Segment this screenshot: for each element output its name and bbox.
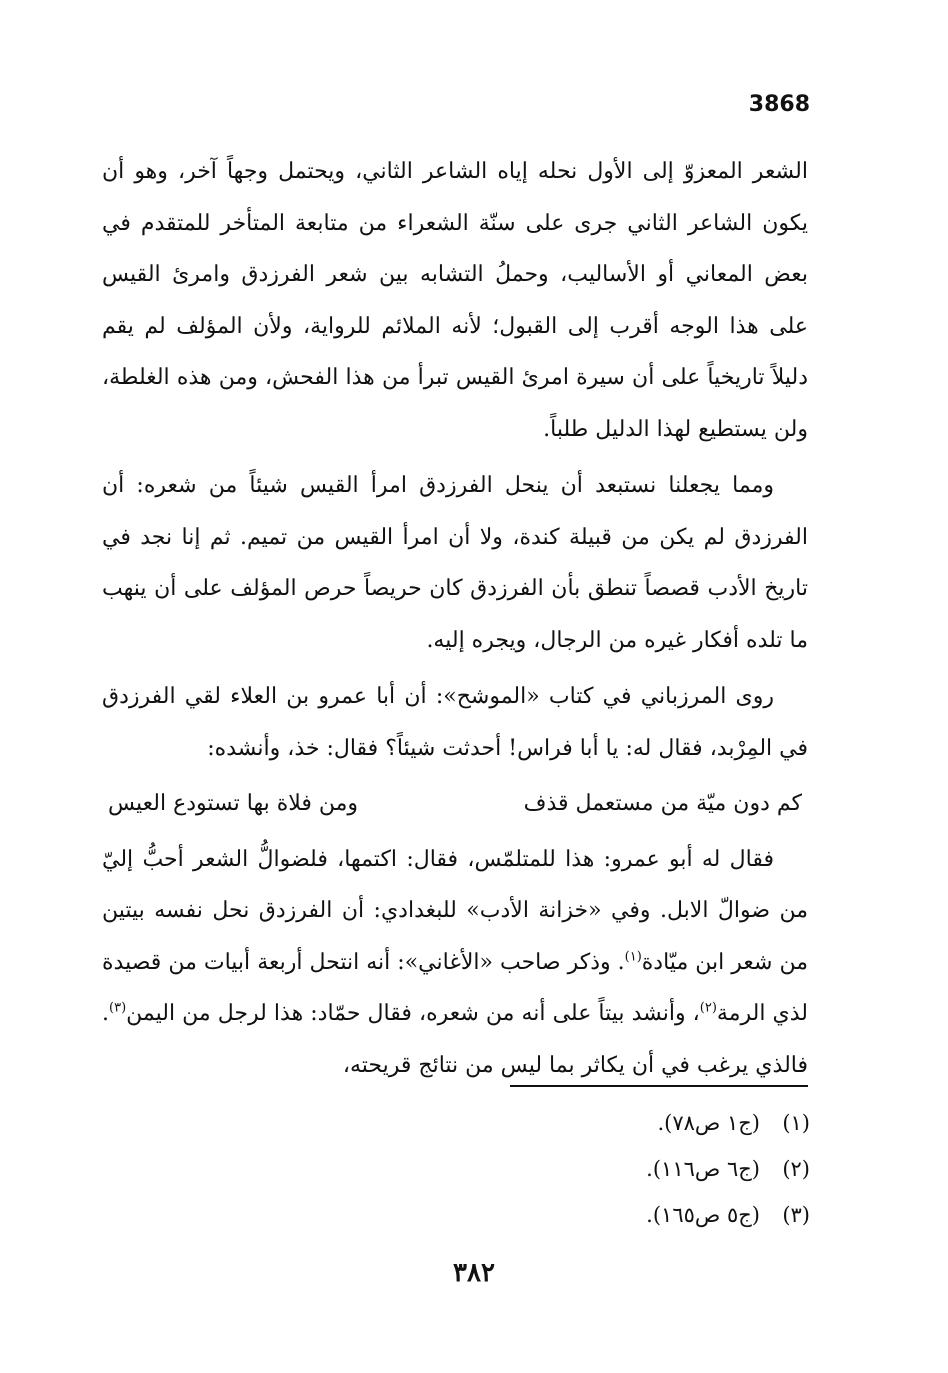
- footnote-ref-2[interactable]: (٢): [699, 1000, 717, 1016]
- footnote-3-text: (ج٥ ص١٦٥).: [646, 1203, 760, 1227]
- paragraph-4-part-3: ، وأنشد بيتاً على أنه من شعره، فقال حمّاد: هذا لرجل من اليمن: [126, 1001, 700, 1026]
- footnote-1-number: (١): [782, 1111, 810, 1135]
- paragraph-4: [102, 834, 808, 1092]
- verse-second-hemistich: ومن فلاة بها تستودع العيس: [108, 791, 359, 816]
- footnote-3-number: (٣): [782, 1203, 810, 1227]
- paragraph-4-part-1: فقال له أبو عمرو: هذا للمتلمّس، فقال: اكتمها، فلضوالُّ الشعر أحبُّ إليّ من ضوالّ الابل. وفي «خزانة الأدب» للبغدادي: أن الفرزدق نحل نفسه بيتين من شعر ابن ميّادة: [102, 846, 808, 975]
- footnote-1-text: (ج١ ص٧٨).: [657, 1111, 760, 1135]
- footnote-ref-3[interactable]: (٣): [109, 1000, 127, 1016]
- footnote-1: [410, 1100, 810, 1146]
- footnote-ref-1[interactable]: (١): [624, 949, 642, 965]
- poetry-verse: [108, 778, 802, 830]
- footnote-2-number: (٢): [782, 1157, 810, 1181]
- paragraph-3: روى المرزباني في كتاب «الموشح»: أن أبا عمرو بن العلاء لقي الفرزدق في المِرْبد، فقال له: يا أبا فراس! أحدثت شيئاً؟ فقال: خذ، وأنشده:: [102, 684, 808, 761]
- footnote-separator: [510, 1085, 808, 1087]
- paragraph-4-part-2: . وذكر صاحب «الأغاني»: أنه انتحل أربعة أبيات من قصيدة لذي الرمة: [102, 949, 809, 1026]
- footnote-2: [410, 1146, 810, 1192]
- running-page-number: 3868: [748, 92, 810, 117]
- paragraph-4-part-4: . فالذي يرغب في أن يكاثر بما ليس من نتائج قريحته،: [102, 1001, 808, 1078]
- paragraph-2: ومما يجعلنا نستبعد أن ينحل الفرزدق امرأ القيس شيئاً من شعره: أن الفرزدق لم يكن من قبيلة كندة، ولا أن امرأ القيس من تميم. ثم إنا نجد في تاريخ الأدب قصصاً تنطق بأن الفرزدق كان حريصاً حرص المؤلف على أن ينهب ما تلده أفكار غيره من الرجال، ويجره إليه.: [102, 473, 808, 653]
- paragraph-1: الشعر المعزوّ إلى الأول نحله إياه الشاعر الثاني، ويحتمل وجهاً آخر، وهو أن يكون الشاعر الثاني جرى على سنّة الشعراء من متابعة المتأخر للمتقدم في بعض المعاني أو الأساليب، وحملُ التشابه بين شعر الفرزدق وامرئ القيس على هذا الوجه أقرب إلى القبول؛ لأنه الملائم للرواية، ولأن المؤلف لم يقم دليلاً تاريخياً على أن سيرة امرئ القيس تبرأ من هذا الفحش، ومن هذه الغلطة، ولن يستطيع لهذا الدليل طلباً.: [102, 159, 808, 442]
- footnote-3: [410, 1192, 810, 1238]
- page-number: ٣٨٢: [453, 1258, 495, 1288]
- verse-first-hemistich: كم دون ميّة من مستعمل قذف: [523, 791, 802, 816]
- footnotes: [410, 1100, 810, 1238]
- main-text: [102, 146, 808, 1091]
- footnote-2-text: (ج٦ ص١١٦).: [646, 1157, 760, 1181]
